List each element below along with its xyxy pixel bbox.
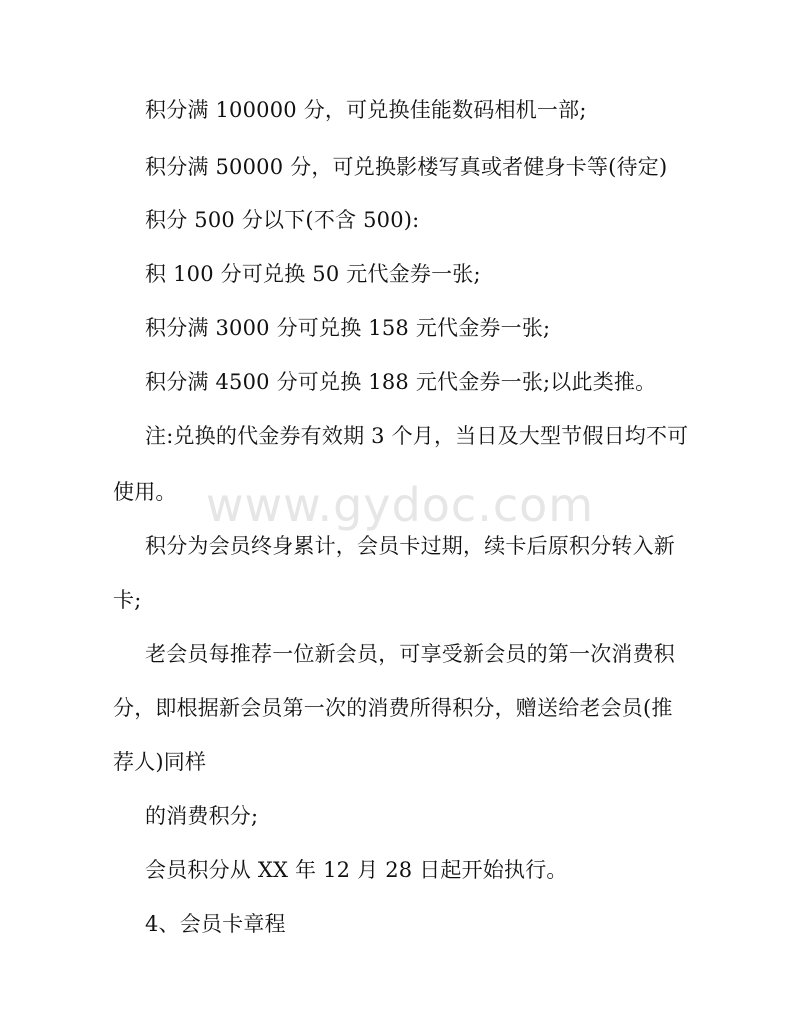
text-line: 使用。: [113, 480, 177, 504]
text-line: 积分满 100000 分，可兑换佳能数码相机一部;: [145, 98, 587, 122]
text-line: 分，即根据新会员第一次的消费所得积分，赠送给老会员(推: [113, 696, 673, 720]
text-line: 积分满 50000 分，可兑换影楼写真或者健身卡等(待定): [145, 155, 668, 179]
text-line: 注:兑换的代金券有效期 3 个月，当日及大型节假日均不可: [145, 424, 689, 448]
text-line: 老会员每推荐一位新会员，可享受新会员的第一次消费积: [145, 642, 675, 666]
section-heading: 4、会员卡章程: [145, 912, 286, 936]
watermark: www.gydoc.com: [205, 478, 595, 532]
text-line: 积 100 分可兑换 50 元代金券一张;: [145, 262, 481, 286]
text-line: 积分 500 分以下(不含 500):: [145, 208, 420, 232]
text-line: 卡;: [113, 588, 142, 612]
text-line: 荐人)同样: [113, 750, 207, 774]
text-line: 积分满 3000 分可兑换 158 元代金券一张;: [145, 316, 551, 340]
text-line: 会员积分从 XX 年 12 月 28 日起开始执行。: [145, 858, 568, 882]
text-line: 的消费积分;: [145, 804, 259, 828]
text-line: 积分为会员终身累计，会员卡过期，续卡后原积分转入新: [145, 534, 675, 558]
text-line: 积分满 4500 分可兑换 188 元代金券一张;以此类推。: [145, 370, 657, 394]
